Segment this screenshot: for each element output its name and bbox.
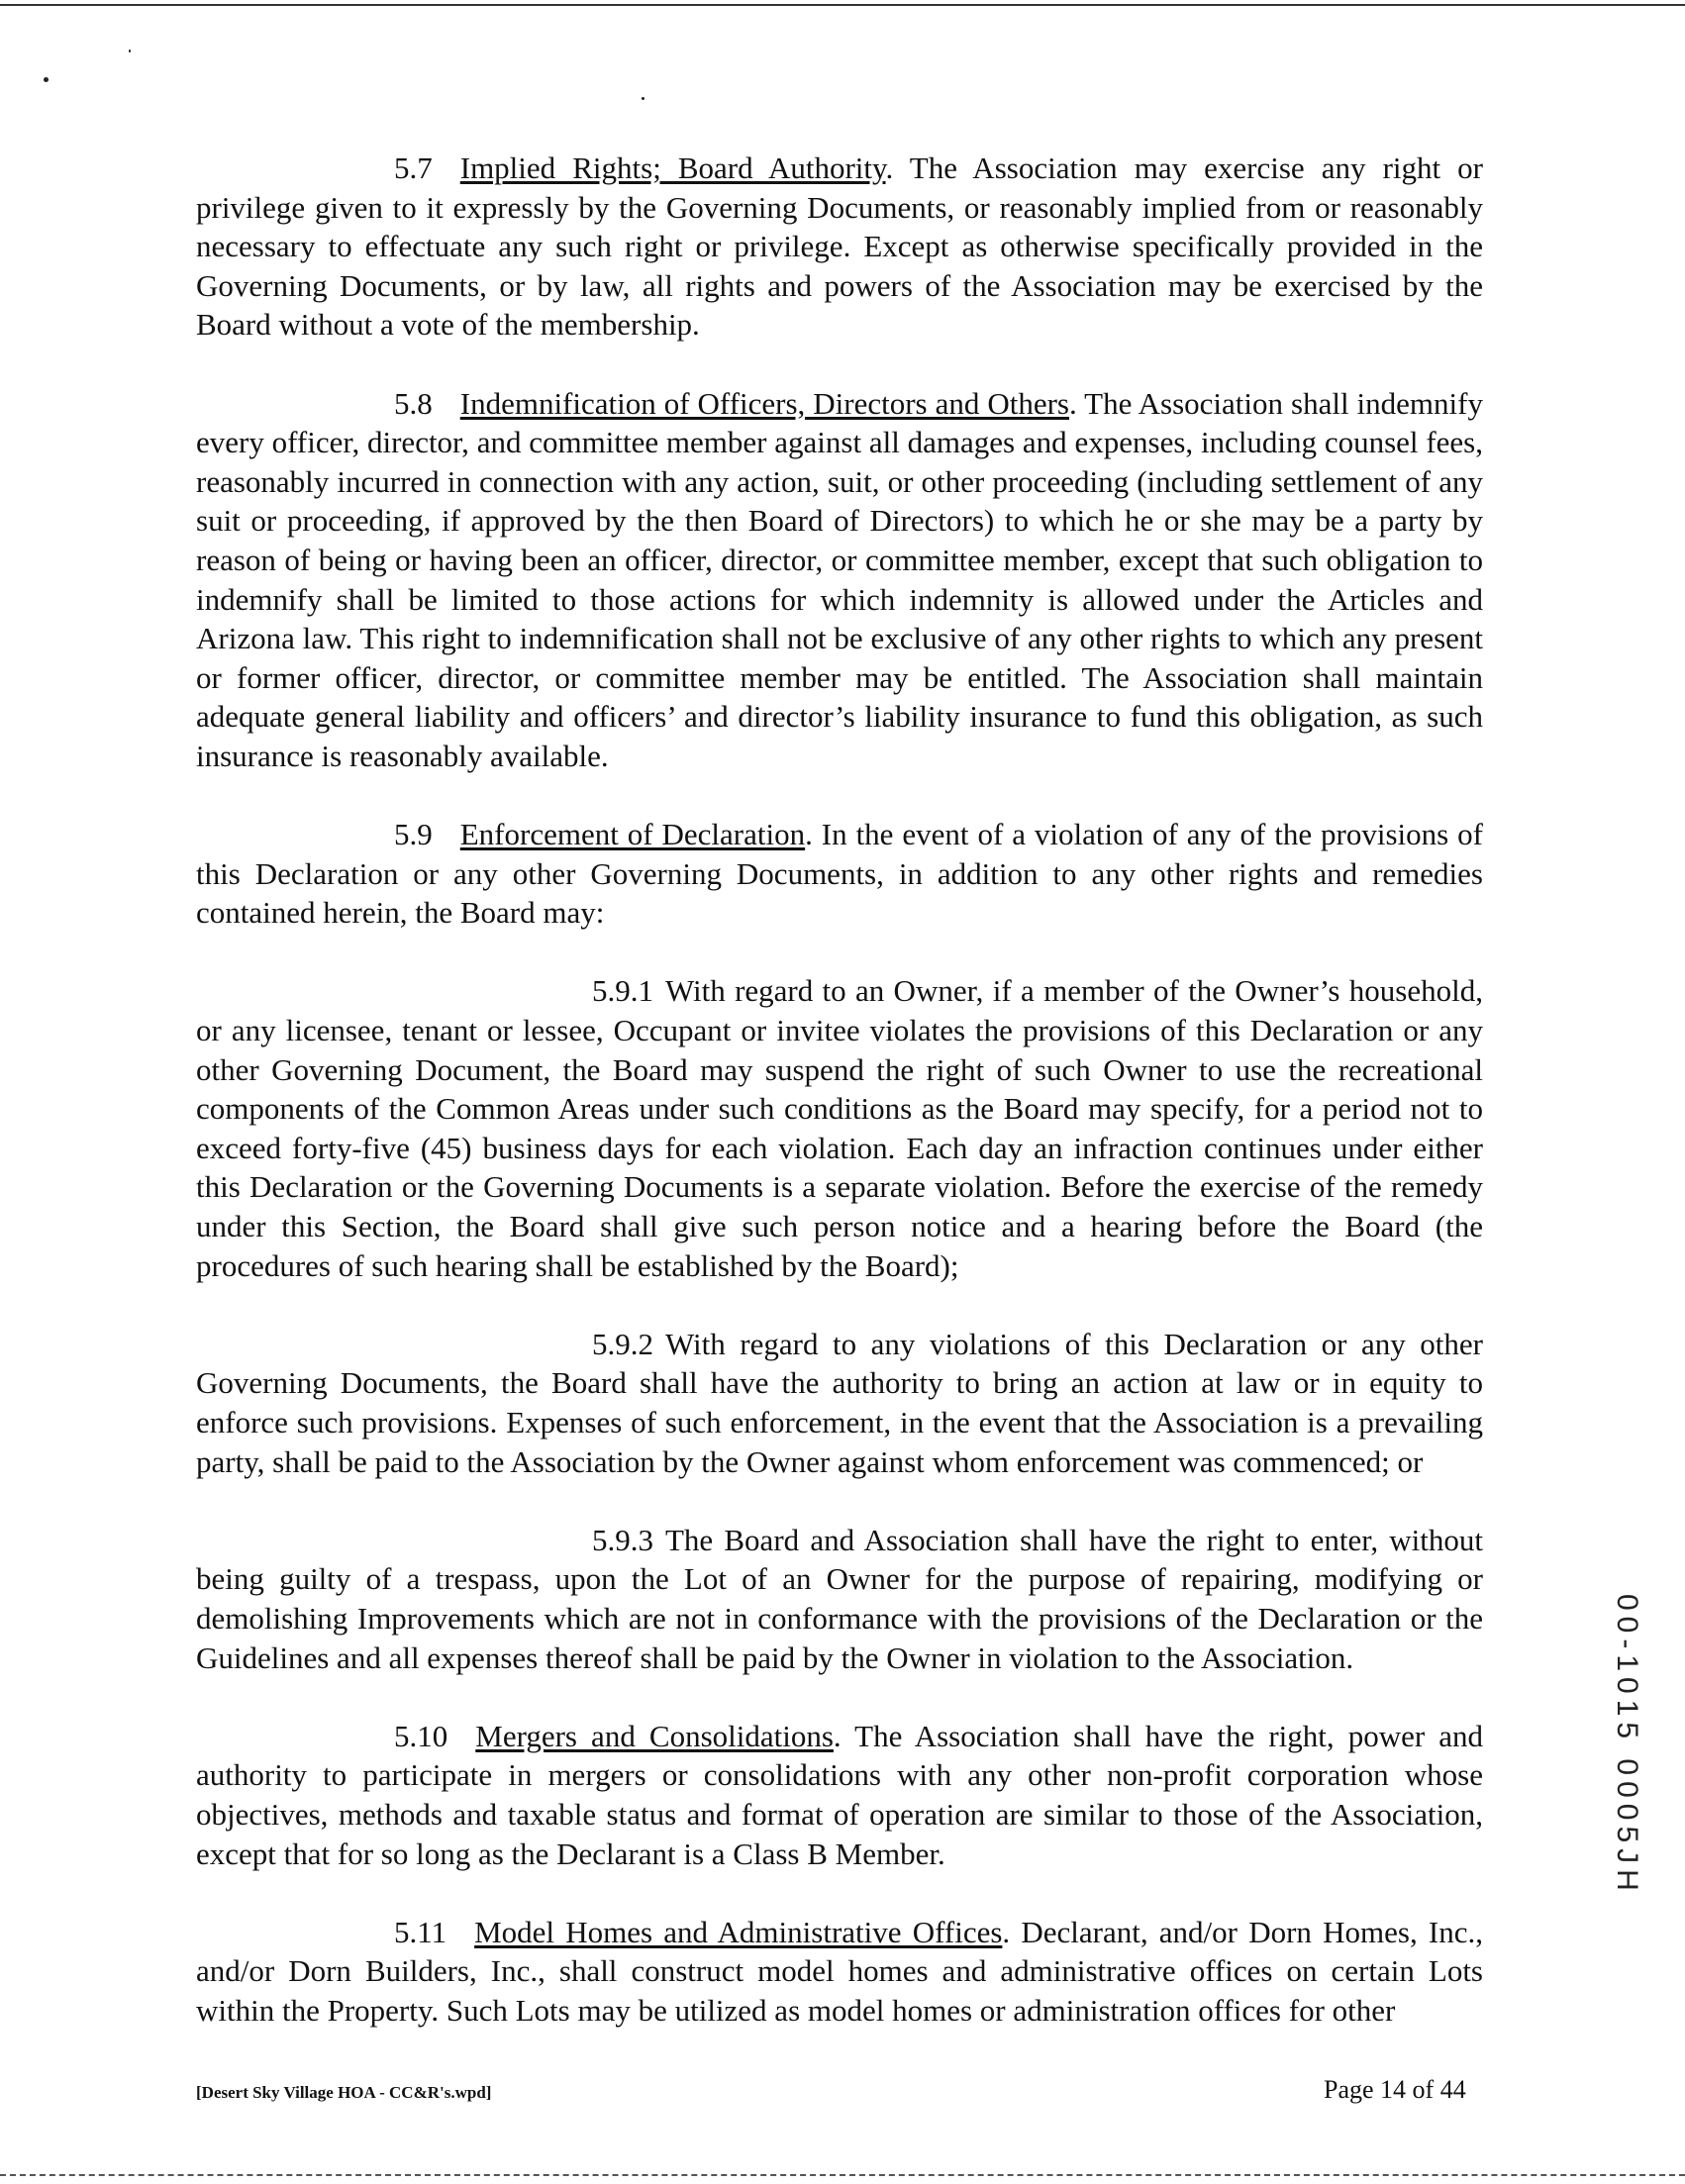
scan-speck	[129, 50, 131, 52]
section-number: 5.8	[394, 385, 433, 421]
section-text: With regard to an Owner, if a member of the Owner’s household, or any licensee, tenant or lessee, Occupant or invitee violates the provisions of this Declaration or any other Governing Document, the Board may suspend the right of such Owner to use the recreational components of the Common Areas under such conditions as the Board may specify, for a period not to exceed forty-five (45) business days for each violation. Each day an infraction continues under either this Declaration or the Governing Documents is a separate violation. Before the exercise of the remedy under this Section, the Board shall give such person notice and a hearing before the Board (the procedures of such hearing shall be established by the Board);	[196, 973, 1483, 1283]
scan-speck	[44, 77, 49, 82]
section-text: . In the event of a violation of any of the provisions of this Declaration or any other Governing Documents, in addition to any other rights and remedies contained herein, the Board may:	[196, 817, 1483, 931]
section-heading: Enforcement of Declaration	[459, 817, 806, 852]
section-number: 5.9	[394, 817, 433, 852]
section-number: 5.9.2	[592, 1326, 653, 1361]
document-body	[196, 149, 1483, 2069]
section-text: . The Association shall indemnify every officer, director, and committee member against all damages and expenses, including counsel fees, reasonably incurred in connection with any action, suit, or other proceeding (including settlement of any suit or proceeding, if approved by the then Board of Directors) to which he or she may be a party by reason of being or having been an officer, director, or committee member, except that such obligation to indemnify shall be limited to those actions for which indemnity is allowed under the Articles and Arizona law. This right to indemnification shall not be exclusive of any other rights to which any present or former officer, director, or committee member may be entitled. The Association shall maintain adequate general liability and officers’ and director’s liability insurance to fund this obligation, as such insurance is reasonably available.	[196, 385, 1483, 773]
section-5-8	[196, 384, 1483, 776]
section-number: 5.9.1	[592, 973, 653, 1009]
scan-edge-bottom	[0, 2174, 1685, 2176]
recording-stamp: 00-1015 0005JH	[1611, 1594, 1643, 1897]
section-heading: Indemnification of Officers, Directors and Others	[459, 385, 1069, 421]
scan-speck	[642, 97, 644, 100]
section-5-10	[196, 1717, 1483, 1873]
section-5-9-2	[196, 1325, 1483, 1481]
section-text: . Declarant, and/or Dorn Homes, Inc., and/or Dorn Builders, Inc., shall construct model homes and administrative offices on certain Lots within the Property. Such Lots may be utilized as model homes or administration offices for other	[196, 1914, 1483, 2028]
section-5-9	[196, 815, 1483, 933]
section-text: The Board and Association shall have the right to enter, without being guilty of a trespass, upon the Lot of an Owner for the purpose of repairing, modifying or demolishing Improvements which are not in conformance with the provisions of the Declaration or the Guidelines and all expenses thereof shall be paid by the Owner in violation to the Association.	[196, 1522, 1483, 1675]
section-5-7	[196, 149, 1483, 345]
section-number: 5.9.3	[592, 1522, 653, 1557]
section-text: . The Association shall have the right, power and authority to participate in mergers or consolidations with any other non-profit corporation whose objectives, methods and taxable status and format of operation are similar to those of the Association, except that for so long as the Declarant is a Class B Member.	[196, 1718, 1483, 1871]
section-text: . The Association may exercise any right or privilege given to it expressly by the Governing Documents, or reasonably implied from or reasonably necessary to effectuate any such right or privilege. Except as otherwise specifically provided in the Governing Documents, or by law, all rights and powers of the Association may be exercised by the Board without a vote of the membership.	[196, 150, 1483, 343]
section-number: 5.7	[394, 150, 433, 185]
section-heading: Implied Rights; Board Authority	[459, 150, 886, 185]
scan-edge-top	[0, 4, 1685, 6]
section-5-11	[196, 1913, 1483, 2031]
section-heading: Model Homes and Administrative Offices	[474, 1914, 1003, 1949]
section-number: 5.11	[394, 1914, 447, 1949]
section-heading: Mergers and Consolidations	[475, 1718, 834, 1753]
footer-file-label: [Desert Sky Village HOA - CC&R's.wpd]	[196, 2083, 492, 2102]
section-number: 5.10	[394, 1718, 448, 1753]
page-number: Page 14 of 44	[1324, 2075, 1466, 2104]
section-text: With regard to any violations of this Declaration or any other Governing Documents, the Board shall have the authority to bring an action at law or in equity to enforce such provisions. Expenses of such enforcement, in the event that the Association is a prevailing party, shall be paid to the Association by the Owner against whom enforcement was commenced; or	[196, 1326, 1483, 1479]
section-5-9-3	[196, 1521, 1483, 1677]
section-5-9-1	[196, 971, 1483, 1285]
